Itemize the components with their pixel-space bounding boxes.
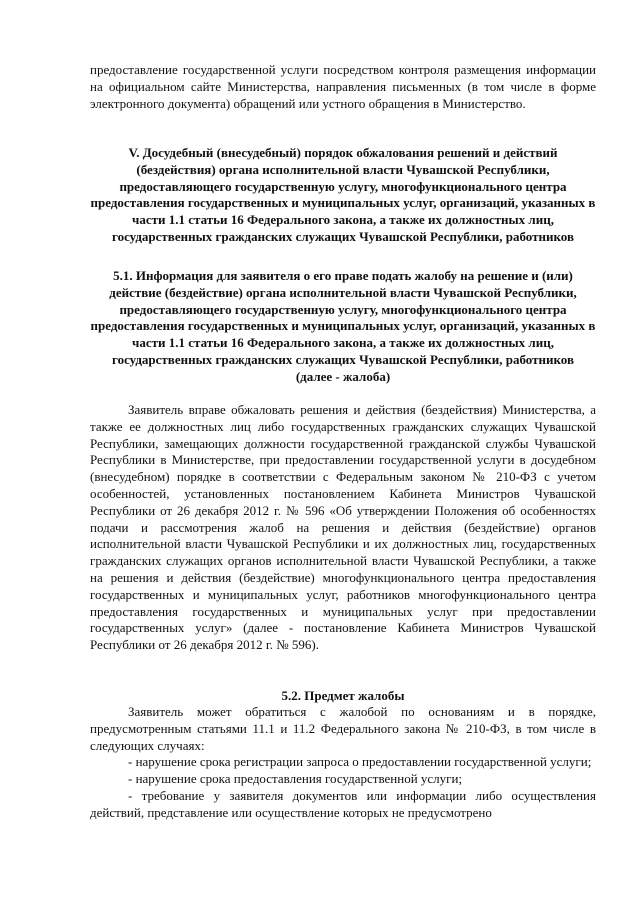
list-item: - нарушение срока предоставления государственной услуги; [128,771,463,787]
section-5 [90,145,596,246]
section-5-1-paragraph: Заявитель вправе обжаловать решения и действия (бездействия) Министерства, а также ее должностных лиц либо государственных гражданских служащих Чувашской Республики, замещающих должности государственной гражданской службы Чувашской Республики в Министерстве, при предоставлении государственной услуги в досудебном (внесудебном) порядке в соответствии с Федеральным законом № 210-ФЗ с учетом особенностей, установленных постановлением Кабинета Министров Чувашской Республики от 26 декабря 2012 г. № 596 «Об утверждении Положения об особенностях подачи и рассмотрения жалоб на решения и действия (бездействие) органов исполнительной власти Чувашской Республики и их должностных лиц, государственных гражданских служащих органов исполнительной власти Чувашской Республики, а также на решения и действия (бездействие) многофункционального центра предоставления государственных и муниципальных услуг, работников многофункционального центра предоставления государственных и муниципальных услуг при предоставлении государственных услуг» (далее - постановление Кабинета Министров Чувашской Республики от 26 декабря 2012 г. № 596). [90,402,596,653]
intro-paragraph: предоставление государственной услуги посредством контроля размещения информации на официальном сайте Министерства, направления письменных (в том числе в форме электронного документа) обращений или устного обращения в Министерство. [90,62,596,111]
section-5-title: V. Досудебный (внесудебный) порядок обжалования решений и действий (бездействия) органа исполнительной власти Чувашской Республики, предоставляющего государственную услугу, многофункционального центра предоставления государственных и муниципальных услуг, организаций, указанных в части 1.1 статьи 16 Федерального закона, а также их должностных лиц, государственных гражданских служащих Чувашской Республики, работников [90,145,596,244]
intro-block [90,62,596,112]
section-5-2-body [90,704,596,822]
list-item: - нарушение срока регистрации запроса о предоставлении государственной услуги; [128,754,592,770]
section-5-1 [90,268,596,386]
section-5-2-paragraph: Заявитель может обратиться с жалобой по основаниям и в порядке, предусмотренным статьями 11.1 и 11.2 Федерального закона № 210-ФЗ, в том числе в следующих случаях: [90,704,596,753]
section-5-1-subtitle: (далее - жалоба) [295,368,391,384]
section-5-1-body [90,402,596,654]
section-5-1-title: 5.1. Информация для заявителя о его праве подать жалобу на решение и (или) действие (бездействие) органа исполнительной власти Чувашской Республики, предоставляющего государственную услугу, многофункционального центра предоставления государственных и муниципальных услуг, организаций, указанных в части 1.1 статьи 16 Федерального закона, а также их должностных лиц, государственных гражданских служащих Чувашской Республики, работников [90,268,596,367]
section-5-2-title: 5.2. Предмет жалобы [281,688,405,703]
section-5-2 [90,688,596,705]
list-item: - требование у заявителя документов или информации либо осуществления действий, представление или осуществление которых не предусмотрено [90,787,596,820]
